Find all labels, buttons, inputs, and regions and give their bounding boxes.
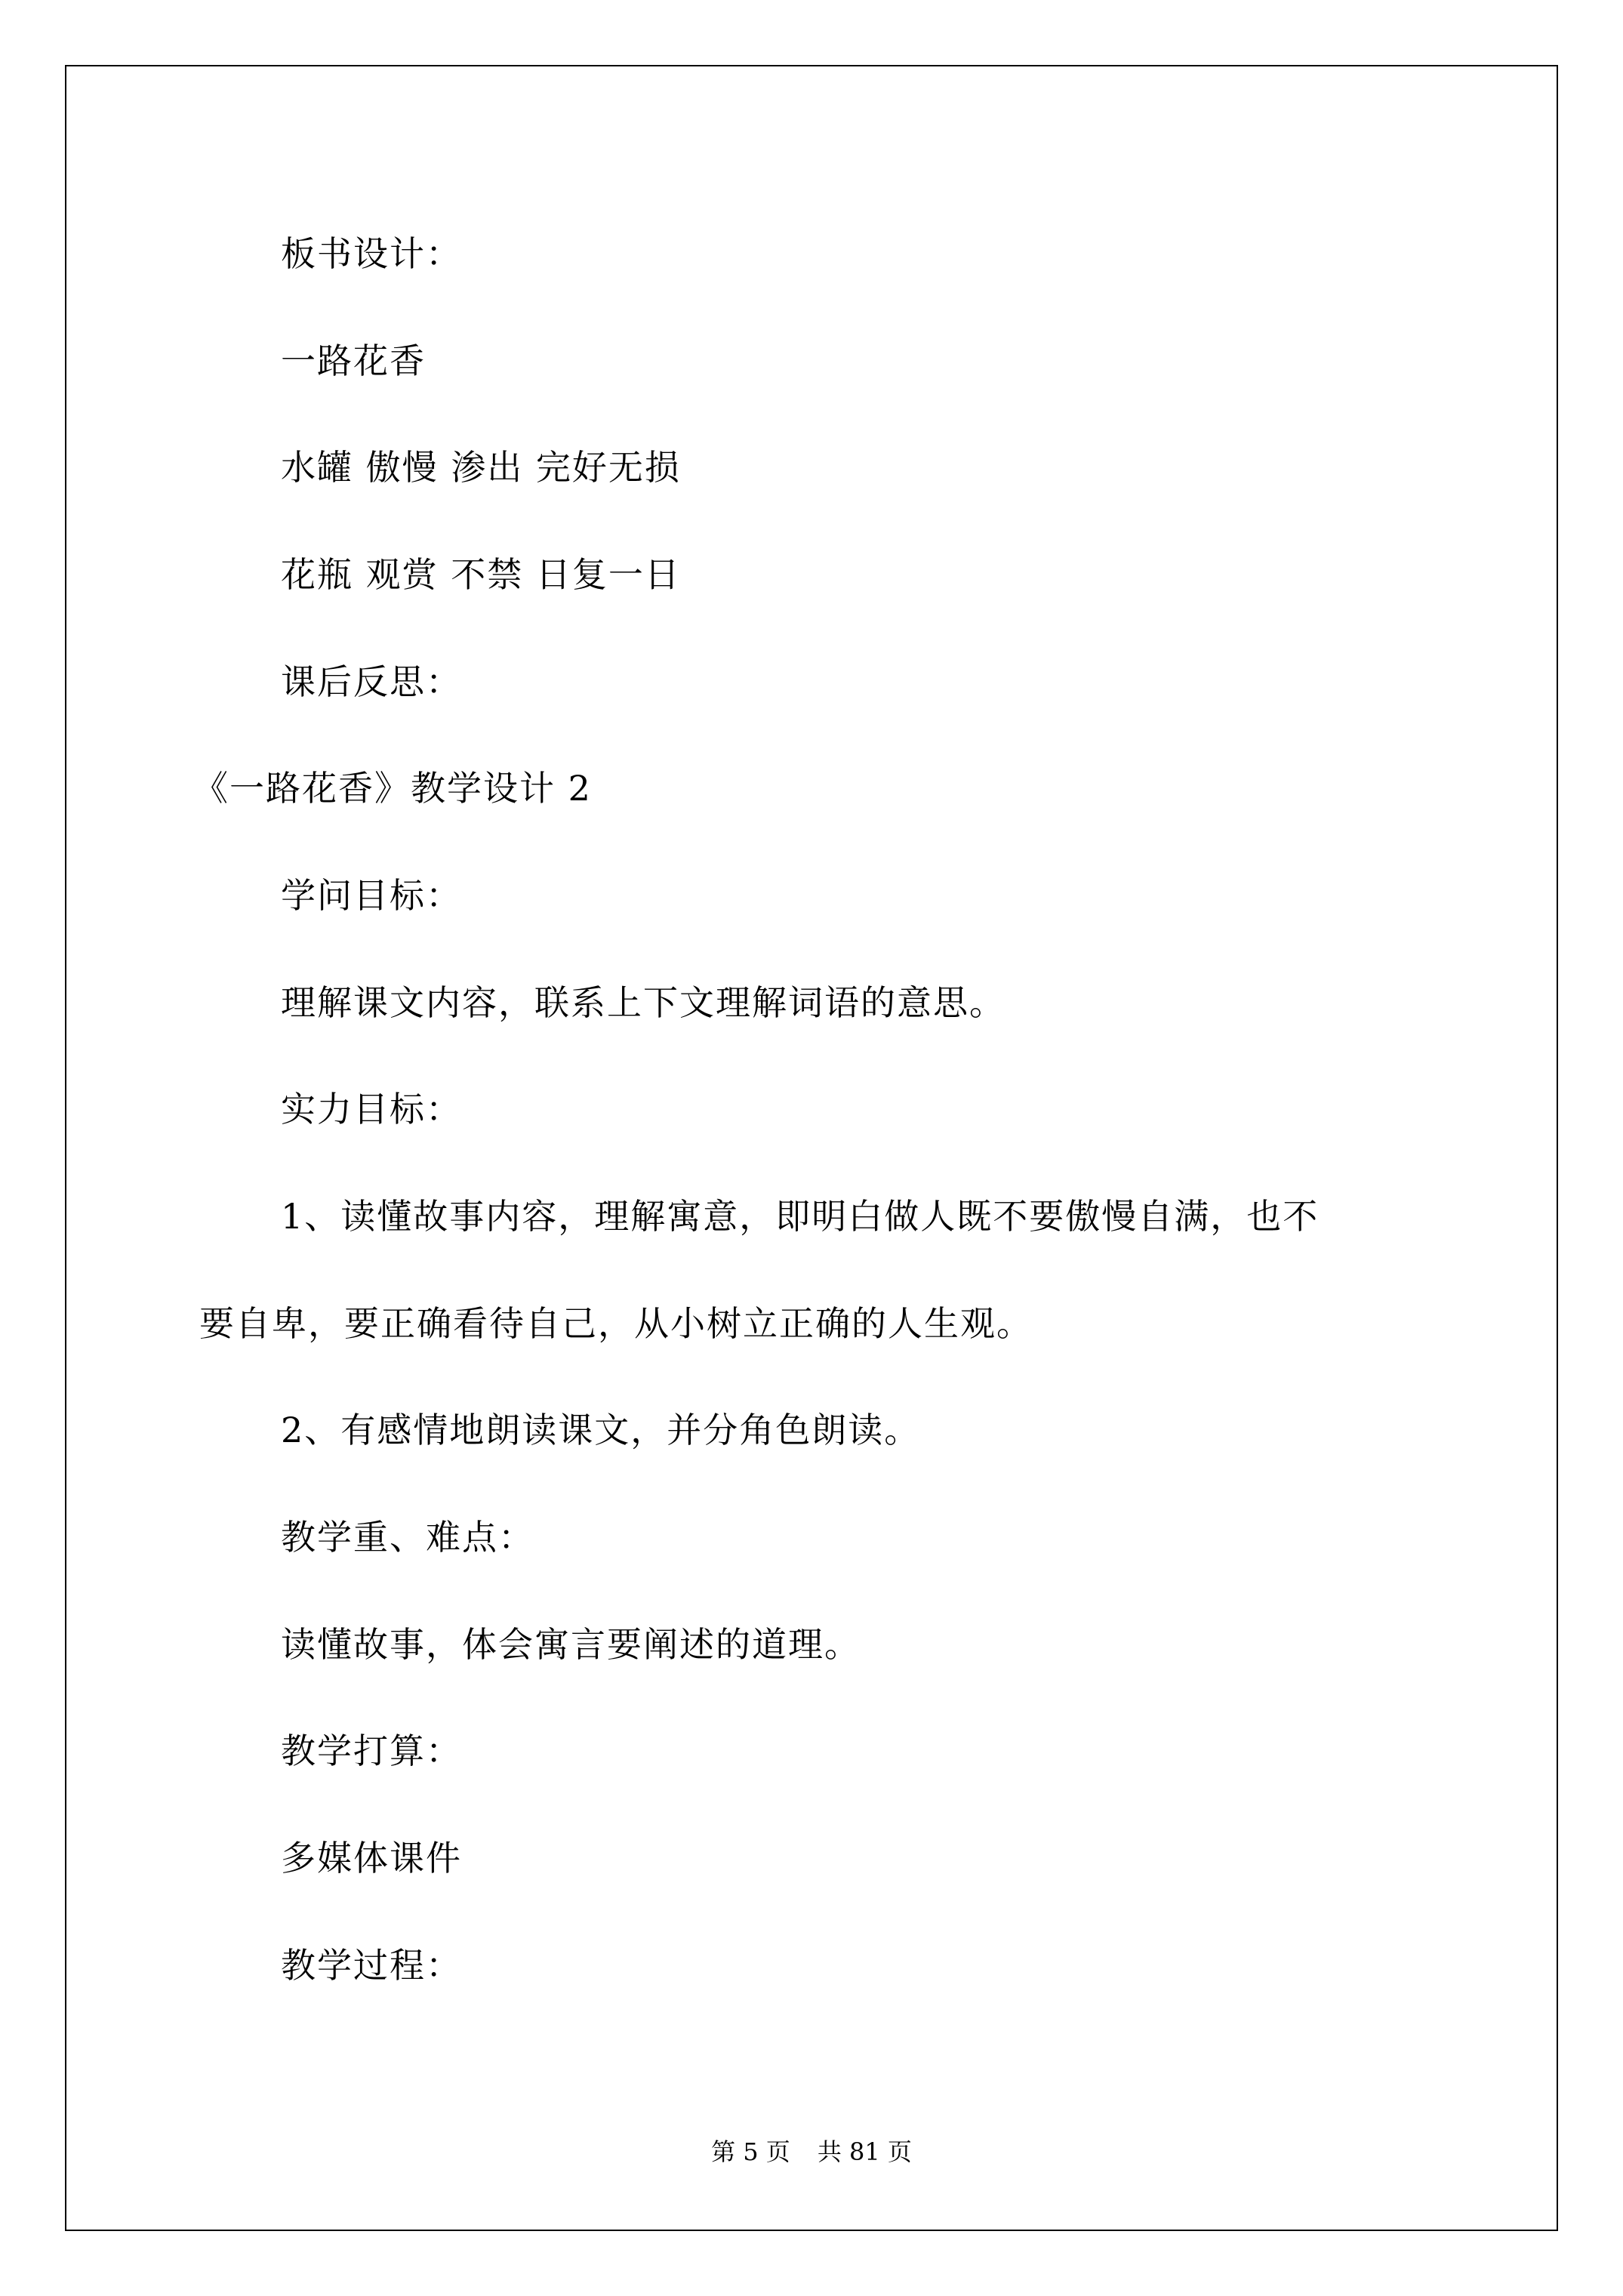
text-line: 1、读懂故事内容，理解寓意，即明白做人既不要傲慢自满，也不 (281, 1196, 1320, 1237)
text-line: 学问目标： (281, 875, 462, 916)
text-line: 多媒体课件 (281, 1838, 462, 1878)
text-line: 实力目标： (281, 1089, 462, 1130)
text-line: 板书设计： (281, 233, 462, 274)
text-line: 理解课文内容，联系上下文理解词语的意思。 (281, 982, 1006, 1023)
text-line: 教学过程： (281, 1945, 462, 1986)
page-border (65, 65, 1558, 2231)
page-footer (0, 2137, 1623, 2167)
section-title: 《一路花香》教学设计 2 (193, 768, 592, 809)
text-line: 教学打算： (281, 1730, 462, 1771)
text-line: 一路花香 (281, 341, 426, 381)
text-line: 水罐 傲慢 渗出 完好无损 (281, 447, 681, 488)
page-number: 第 5 页 (711, 2137, 790, 2166)
text-line: 2、有感情地朗读课文，并分角色朗读。 (281, 1410, 921, 1450)
text-line: 要自卑，要正确看待自己，从小树立正确的人生观。 (199, 1303, 1033, 1344)
text-line: 课后反思： (281, 661, 462, 702)
text-line: 教学重、难点： (281, 1517, 534, 1558)
text-line: 花瓶 观赏 不禁 日复一日 (281, 554, 681, 595)
text-line: 读懂故事，体会寓言要阐述的道理。 (281, 1624, 861, 1665)
page-total: 共 81 页 (817, 2137, 912, 2166)
